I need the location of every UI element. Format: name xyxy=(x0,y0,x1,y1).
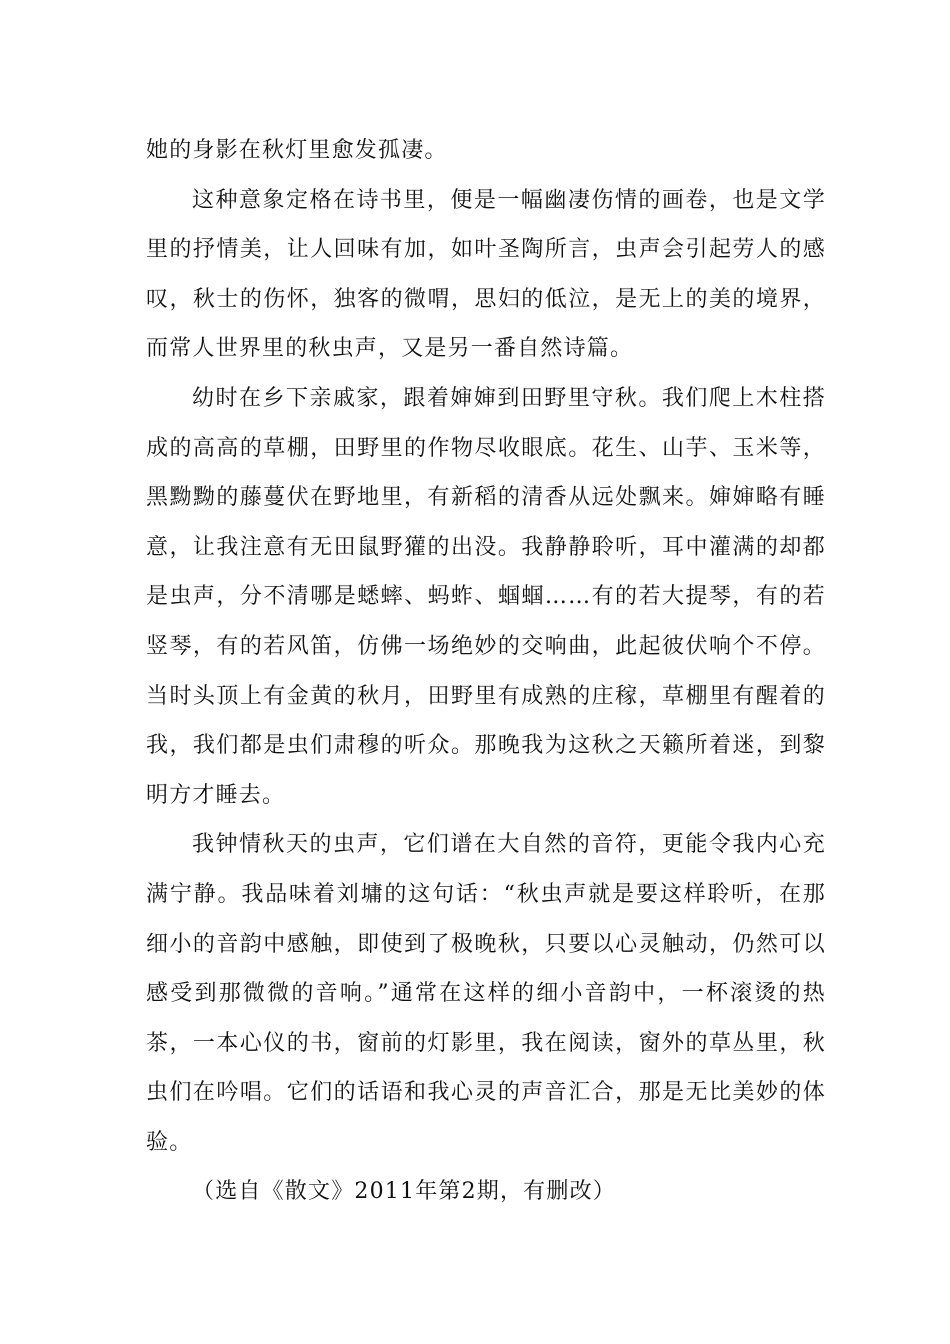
paragraph-continuation: 她的身影在秋灯里愈发孤凄。 xyxy=(146,138,448,163)
paragraph-imagery: 这种意象定格在诗书里，便是一幅幽凄伤情的画卷，也是文学里的抒情美，让人回味有加，如叶圣陶所言，虫声会引起劳人的感叹，秋士的伤怀，独客的微喟，思妇的低泣，是无上的美的境界，而常人世界里的秋虫声，又是另一番自然诗篇。 xyxy=(146,187,826,362)
paragraph-autumn-insects: 我钟情秋天的虫声，它们谱在大自然的音符，更能令我内心充满宁静。我品味着刘墉的这句话：“秋虫声就是要这样聆听，在那细小的音韵中感触，即使到了极晚秋，只要以心灵触动，仍然可以感受到那微微的音响。”通常在这样的细小音韵中，一杯滚烫的热茶，一本心仪的书，窗前的灯影里，我在阅读，窗外的草丛里，秋虫们在吟唱。它们的话语和我心灵的声音汇合，那是无比美妙的体验。 xyxy=(146,832,826,1155)
article-body xyxy=(146,126,826,1167)
paragraph-childhood-memory: 幼时在乡下亲戚家，跟着婶婶到田野里守秋。我们爬上木柱搭成的高高的草棚，田野里的作物尽收眼底。花生、山芋、玉米等，黑黝黝的藤蔓伏在野地里，有新稻的清香从远处飘来。婶婶略有睡意，让我注意有无田鼠野獾的出没。我静静聆听，耳中灌满的却都是虫声，分不清哪是蟋蟀、蚂蚱、蝈蝈……有的若大提琴，有的若竖琴，有的若风笛，仿佛一场绝妙的交响曲，此起彼伏响个不停。当时头顶上有金黄的秋月，田野里有成熟的庄稼，草棚里有醒着的我，我们都是虫们肃穆的听众。那晚我为这秋之天籁所着迷，到黎明方才睡去。 xyxy=(146,385,826,808)
source-note: （选自《散文》2011年第2期，有删改） xyxy=(192,1179,616,1204)
